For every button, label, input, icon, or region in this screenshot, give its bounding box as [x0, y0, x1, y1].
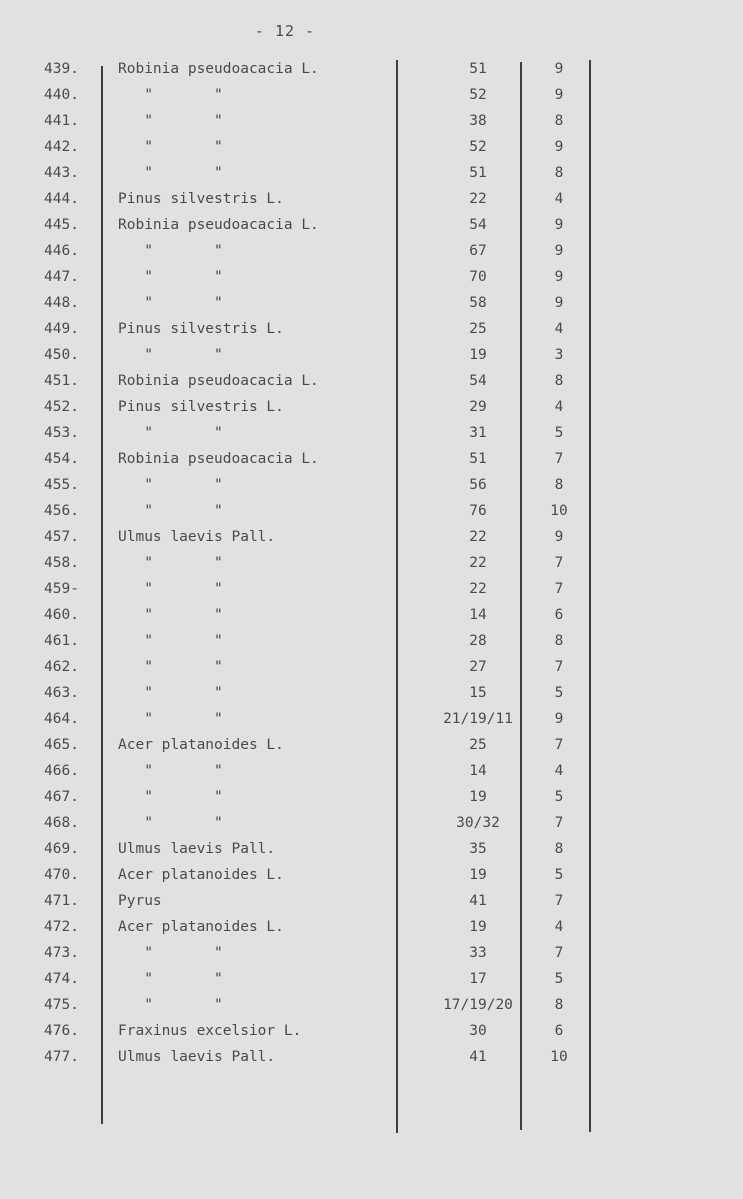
species-name: " "	[118, 659, 223, 675]
height-value: 7	[554, 815, 564, 831]
table-row	[0, 888, 743, 914]
table-row	[0, 56, 743, 82]
table-row	[0, 940, 743, 966]
diameter-value: 54	[469, 217, 487, 233]
species-name: " "	[118, 269, 223, 285]
row-number: 465.	[44, 737, 79, 753]
height-value: 4	[554, 191, 564, 207]
table-row	[0, 394, 743, 420]
height-value: 4	[554, 763, 564, 779]
table-row	[0, 134, 743, 160]
table-row	[0, 550, 743, 576]
row-number: 477.	[44, 1049, 79, 1065]
species-name: Robinia pseudoacacia L.	[118, 61, 319, 77]
table-row	[0, 212, 743, 238]
height-value: 7	[554, 945, 564, 961]
row-number: 439.	[44, 61, 79, 77]
diameter-value: 67	[469, 243, 487, 259]
table-row	[0, 862, 743, 888]
height-value: 6	[554, 607, 564, 623]
table-row	[0, 758, 743, 784]
height-value: 9	[554, 61, 564, 77]
height-value: 7	[554, 893, 564, 909]
table-row	[0, 524, 743, 550]
table-row	[0, 186, 743, 212]
row-number: 442.	[44, 139, 79, 155]
row-number: 449.	[44, 321, 79, 337]
row-number: 448.	[44, 295, 79, 311]
diameter-value: 27	[469, 659, 487, 675]
row-number: 463.	[44, 685, 79, 701]
row-number: 456.	[44, 503, 79, 519]
height-value: 10	[550, 1049, 568, 1065]
height-value: 9	[554, 711, 564, 727]
height-value: 5	[554, 685, 564, 701]
diameter-value: 19	[469, 867, 487, 883]
height-value: 5	[554, 425, 564, 441]
diameter-value: 52	[469, 87, 487, 103]
table-row	[0, 1044, 743, 1070]
diameter-value: 14	[469, 607, 487, 623]
table-row	[0, 732, 743, 758]
species-name: " "	[118, 763, 223, 779]
diameter-value: 19	[469, 919, 487, 935]
species-name: " "	[118, 477, 223, 493]
species-name: " "	[118, 165, 223, 181]
height-value: 7	[554, 737, 564, 753]
height-value: 8	[554, 113, 564, 129]
height-value: 6	[554, 1023, 564, 1039]
species-name: Robinia pseudoacacia L.	[118, 451, 319, 467]
species-name: " "	[118, 997, 223, 1013]
row-number: 468.	[44, 815, 79, 831]
species-name: " "	[118, 87, 223, 103]
table-row	[0, 914, 743, 940]
row-number: 454.	[44, 451, 79, 467]
row-number: 450.	[44, 347, 79, 363]
height-value: 8	[554, 477, 564, 493]
species-name: Pinus silvestris L.	[118, 191, 284, 207]
table-row	[0, 420, 743, 446]
diameter-value: 35	[469, 841, 487, 857]
table-row	[0, 836, 743, 862]
diameter-value: 51	[469, 165, 487, 181]
row-number: 466.	[44, 763, 79, 779]
row-number: 470.	[44, 867, 79, 883]
diameter-value: 54	[469, 373, 487, 389]
height-value: 7	[554, 555, 564, 571]
row-number: 453.	[44, 425, 79, 441]
diameter-value: 30/32	[456, 815, 500, 831]
diameter-value: 29	[469, 399, 487, 415]
table-row	[0, 160, 743, 186]
table-row	[0, 472, 743, 498]
table-row	[0, 576, 743, 602]
diameter-value: 76	[469, 503, 487, 519]
diameter-value: 22	[469, 191, 487, 207]
row-number: 458.	[44, 555, 79, 571]
row-number: 474.	[44, 971, 79, 987]
height-value: 4	[554, 321, 564, 337]
row-number: 443.	[44, 165, 79, 181]
height-value: 9	[554, 87, 564, 103]
diameter-value: 51	[469, 451, 487, 467]
diameter-value: 70	[469, 269, 487, 285]
table-row	[0, 654, 743, 680]
diameter-value: 52	[469, 139, 487, 155]
height-value: 9	[554, 529, 564, 545]
species-name: Pinus silvestris L.	[118, 399, 284, 415]
species-name: Acer platanoides L.	[118, 867, 284, 883]
diameter-value: 30	[469, 1023, 487, 1039]
height-value: 8	[554, 997, 564, 1013]
table-row	[0, 368, 743, 394]
species-name: " "	[118, 555, 223, 571]
diameter-value: 58	[469, 295, 487, 311]
species-name: " "	[118, 581, 223, 597]
row-number: 460.	[44, 607, 79, 623]
species-name: " "	[118, 945, 223, 961]
species-name: " "	[118, 789, 223, 805]
height-value: 8	[554, 373, 564, 389]
page-number: - 12 -	[254, 22, 316, 40]
height-value: 9	[554, 243, 564, 259]
species-name: " "	[118, 295, 223, 311]
diameter-value: 41	[469, 893, 487, 909]
species-name: Pinus silvestris L.	[118, 321, 284, 337]
species-name: " "	[118, 503, 223, 519]
row-number: 447.	[44, 269, 79, 285]
table-row	[0, 290, 743, 316]
diameter-value: 17/19/20	[443, 997, 513, 1013]
table-row	[0, 316, 743, 342]
species-name: " "	[118, 971, 223, 987]
row-number: 440.	[44, 87, 79, 103]
species-name: " "	[118, 607, 223, 623]
species-name: " "	[118, 243, 223, 259]
diameter-value: 22	[469, 555, 487, 571]
species-name: Acer platanoides L.	[118, 737, 284, 753]
table-row	[0, 342, 743, 368]
height-value: 9	[554, 139, 564, 155]
species-name: Robinia pseudoacacia L.	[118, 373, 319, 389]
diameter-value: 19	[469, 789, 487, 805]
diameter-value: 21/19/11	[443, 711, 513, 727]
row-number: 461.	[44, 633, 79, 649]
species-name: Pyrus	[118, 893, 162, 909]
height-value: 10	[550, 503, 568, 519]
table-row	[0, 966, 743, 992]
row-number: 475.	[44, 997, 79, 1013]
table-row	[0, 238, 743, 264]
row-number: 452.	[44, 399, 79, 415]
table-row	[0, 82, 743, 108]
table-row	[0, 108, 743, 134]
species-name: " "	[118, 113, 223, 129]
diameter-value: 38	[469, 113, 487, 129]
diameter-value: 19	[469, 347, 487, 363]
species-name: " "	[118, 633, 223, 649]
diameter-value: 15	[469, 685, 487, 701]
diameter-value: 51	[469, 61, 487, 77]
row-number: 444.	[44, 191, 79, 207]
diameter-value: 22	[469, 581, 487, 597]
row-number: 471.	[44, 893, 79, 909]
row-number: 457.	[44, 529, 79, 545]
species-name: Ulmus laevis Pall.	[118, 1049, 276, 1065]
diameter-value: 28	[469, 633, 487, 649]
row-number: 469.	[44, 841, 79, 857]
species-name: Ulmus laevis Pall.	[118, 529, 276, 545]
row-number: 473.	[44, 945, 79, 961]
species-name: " "	[118, 139, 223, 155]
table-row	[0, 264, 743, 290]
height-value: 4	[554, 919, 564, 935]
height-value: 7	[554, 659, 564, 675]
table-row	[0, 810, 743, 836]
row-number: 476.	[44, 1023, 79, 1039]
row-number: 462.	[44, 659, 79, 675]
height-value: 9	[554, 217, 564, 233]
species-name: Ulmus laevis Pall.	[118, 841, 276, 857]
row-number: 441.	[44, 113, 79, 129]
table-row	[0, 680, 743, 706]
species-name: " "	[118, 347, 223, 363]
row-number: 445.	[44, 217, 79, 233]
height-value: 8	[554, 841, 564, 857]
table-row	[0, 992, 743, 1018]
height-value: 4	[554, 399, 564, 415]
height-value: 5	[554, 789, 564, 805]
diameter-value: 22	[469, 529, 487, 545]
species-name: " "	[118, 685, 223, 701]
row-number: 467.	[44, 789, 79, 805]
row-number: 459-	[44, 581, 79, 597]
table-row	[0, 602, 743, 628]
species-name: " "	[118, 711, 223, 727]
row-number: 446.	[44, 243, 79, 259]
height-value: 9	[554, 295, 564, 311]
diameter-value: 14	[469, 763, 487, 779]
table-row	[0, 498, 743, 524]
height-value: 8	[554, 165, 564, 181]
diameter-value: 56	[469, 477, 487, 493]
species-name: " "	[118, 425, 223, 441]
table-row	[0, 706, 743, 732]
species-name: Robinia pseudoacacia L.	[118, 217, 319, 233]
species-name: Fraxinus excelsior L.	[118, 1023, 302, 1039]
table-row	[0, 1018, 743, 1044]
row-number: 451.	[44, 373, 79, 389]
height-value: 7	[554, 451, 564, 467]
species-name: " "	[118, 815, 223, 831]
diameter-value: 33	[469, 945, 487, 961]
table-row	[0, 784, 743, 810]
height-value: 5	[554, 867, 564, 883]
height-value: 5	[554, 971, 564, 987]
diameter-value: 17	[469, 971, 487, 987]
diameter-value: 31	[469, 425, 487, 441]
height-value: 7	[554, 581, 564, 597]
table-row	[0, 628, 743, 654]
height-value: 3	[554, 347, 564, 363]
row-number: 472.	[44, 919, 79, 935]
row-number: 455.	[44, 477, 79, 493]
table-row	[0, 446, 743, 472]
height-value: 8	[554, 633, 564, 649]
diameter-value: 25	[469, 737, 487, 753]
species-name: Acer platanoides L.	[118, 919, 284, 935]
diameter-value: 25	[469, 321, 487, 337]
height-value: 9	[554, 269, 564, 285]
row-number: 464.	[44, 711, 79, 727]
diameter-value: 41	[469, 1049, 487, 1065]
